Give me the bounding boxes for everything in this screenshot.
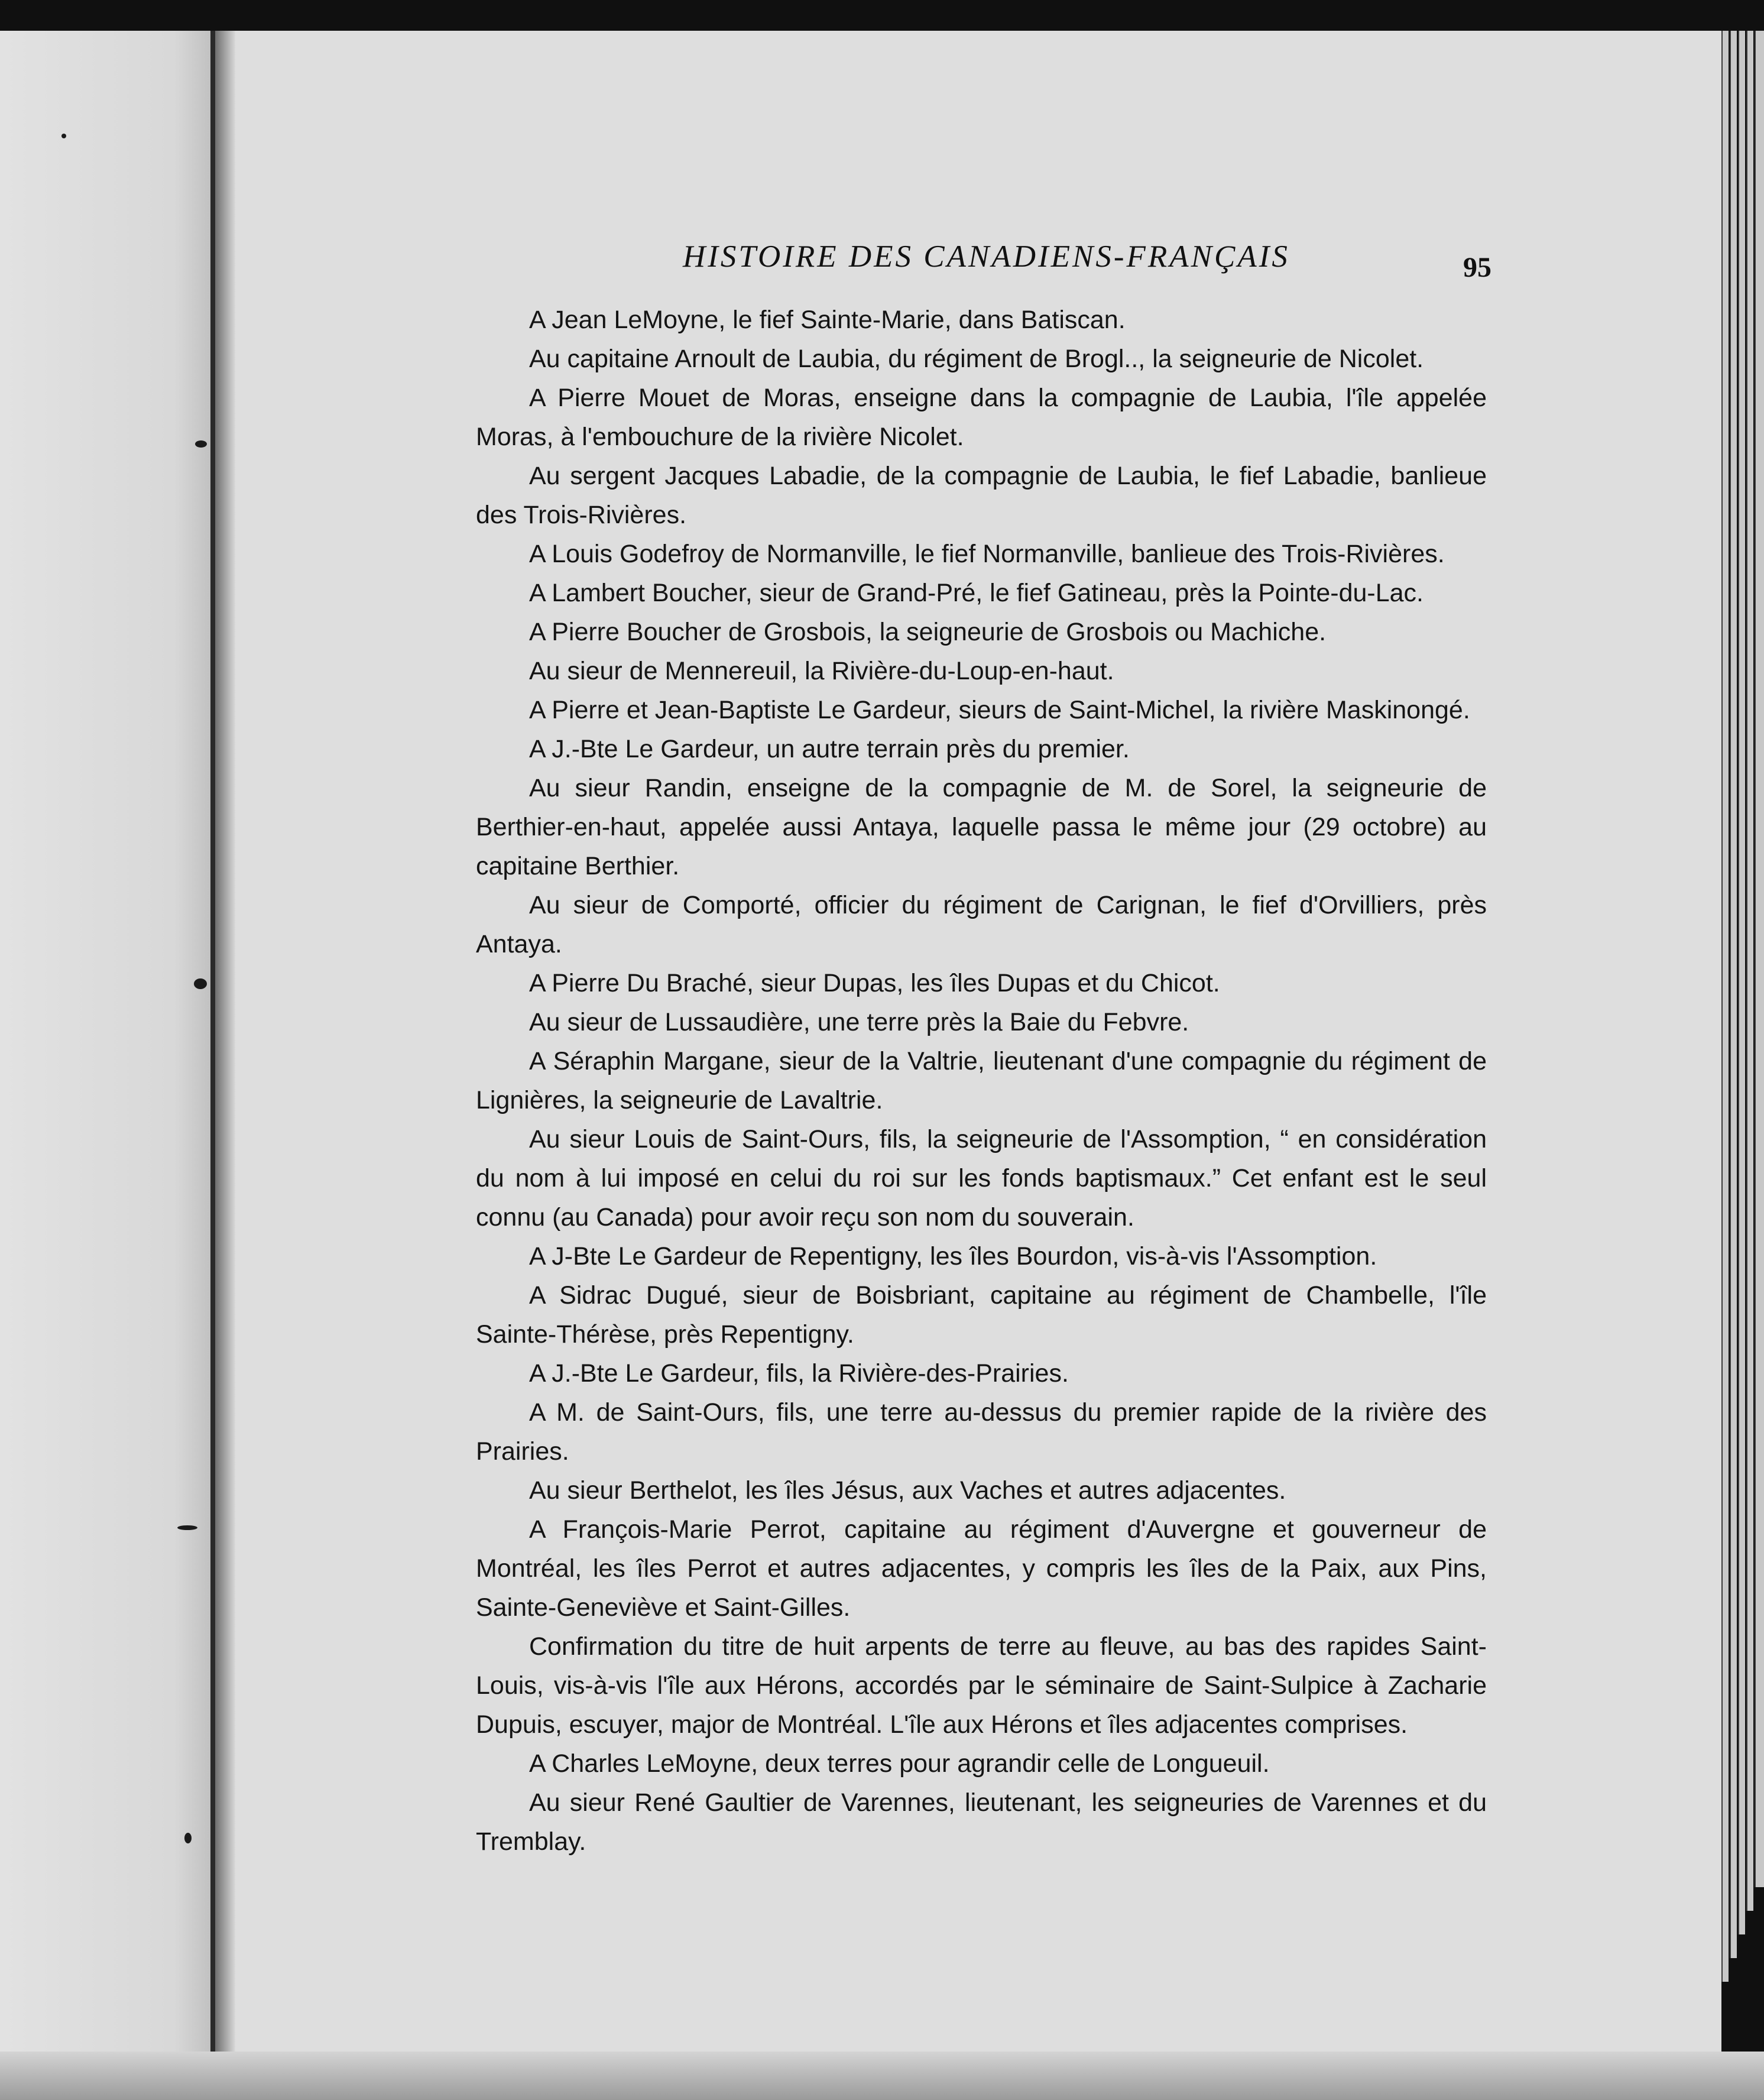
paragraph: Au sieur de Mennereuil, la Rivière-du-Loup-en-haut. (529, 657, 1114, 685)
paragraph: A Louis Godefroy de Normanville, le fief Normanville, banlieue des Trois-Rivières. (529, 540, 1445, 568)
paragraph: A Pierre Mouet de Moras, enseigne dans la compagnie de Laubia, l'île appelée Moras, à l'embouchure de la rivière Nicolet. (476, 384, 1487, 451)
paragraph: A Pierre et Jean-Baptiste Le Gardeur, sieurs de Saint-Michel, la rivière Maskinongé. (529, 696, 1470, 724)
paragraph: A François-Marie Perrot, capitaine au régiment d'Auvergne et gouverneur de Montréal, les îles Perrot et autres adjacentes, y compris les îles de la Paix, aux Pins, Sainte-Geneviève et Saint-Gilles. (476, 1515, 1487, 1622)
paragraph: A Pierre Du Braché, sieur Dupas, les îles Dupas et du Chicot. (529, 969, 1220, 997)
dust-speck (61, 134, 66, 138)
gutter-shadow (215, 31, 235, 2100)
paragraph: A Pierre Boucher de Grosbois, la seigneurie de Grosbois ou Machiche. (529, 618, 1327, 646)
page-edge (1730, 31, 1737, 1958)
binding-mark (195, 440, 207, 448)
paragraph: A Sidrac Dugué, sieur de Boisbriant, capitaine au régiment de Chambelle, l'île Sainte-Thérèse, près Repentigny. (476, 1281, 1487, 1349)
paragraph: Au sieur Louis de Saint-Ours, fils, la seigneurie de l'Assomption, “ en considération du nom à lui imposé en celui du roi sur les fonds baptismaux.” Cet enfant est le seul connu (au Canada) pour avoir reçu son nom du souverain. (476, 1125, 1487, 1232)
page-edge (1746, 31, 1753, 1911)
page-number: 95 (1463, 252, 1491, 283)
page-edge (1755, 31, 1764, 1887)
bottom-page-edge (0, 2052, 1764, 2100)
paragraph: Au capitaine Arnoult de Laubia, du régiment de Brogl.., la seigneurie de Nicolet. (529, 345, 1424, 373)
paragraph: Au sergent Jacques Labadie, de la compagnie de Laubia, le fief Labadie, banlieue des Trois-Rivières. (476, 462, 1487, 529)
paragraph: A Jean LeMoyne, le fief Sainte-Marie, dans Batiscan. (529, 306, 1126, 334)
paragraph: Au sieur de Lussaudière, une terre près la Baie du Febvre. (529, 1008, 1189, 1036)
paragraph: A J-Bte Le Gardeur de Repentigny, les îles Bourdon, vis-à-vis l'Assomption. (529, 1242, 1377, 1271)
paragraph: A Charles LeMoyne, deux terres pour agrandir celle de Longueuil. (529, 1749, 1270, 1778)
paragraph: A J.-Bte Le Gardeur, fils, la Rivière-des-Prairies. (529, 1359, 1069, 1388)
paragraph: A M. de Saint-Ours, fils, une terre au-dessus du premier rapide de la rivière des Prairies. (476, 1398, 1487, 1466)
binding-mark (194, 978, 207, 989)
book-gutter (210, 31, 215, 2100)
facing-page-edge (0, 31, 218, 2100)
body-text (476, 300, 1487, 1861)
running-head: HISTOIRE DES CANADIENS-FRANÇAIS (683, 239, 1290, 274)
paragraph: Au sieur René Gaultier de Varennes, lieutenant, les seigneuries de Varennes et du Tremblay. (476, 1788, 1487, 1856)
paragraph: A Séraphin Margane, sieur de la Valtrie, lieutenant d'une compagnie du régiment de Lignières, la seigneurie de Lavaltrie. (476, 1047, 1487, 1114)
page-edge (1738, 31, 1745, 1934)
binding-mark (184, 1833, 192, 1843)
paragraph: A J.-Bte Le Gardeur, un autre terrain près du premier. (529, 735, 1130, 763)
page-edge (1721, 31, 1729, 1982)
paragraph: Au sieur de Comporté, officier du régiment de Carignan, le fief d'Orvilliers, près Antaya. (476, 891, 1487, 958)
binding-mark (177, 1525, 197, 1530)
paragraph: Confirmation du titre de huit arpents de terre au fleuve, au bas des rapides Saint-Louis, vis-à-vis l'île aux Hérons, accordés par le séminaire de Saint-Sulpice à Zacharie Dupuis, escuyer, major de Montréal. L'île aux Hérons et îles adjacentes comprises. (476, 1632, 1487, 1739)
paragraph: A Lambert Boucher, sieur de Grand-Pré, le fief Gatineau, près la Pointe-du-Lac. (529, 579, 1423, 607)
paragraph: Au sieur Berthelot, les îles Jésus, aux Vaches et autres adjacentes. (529, 1476, 1286, 1505)
paragraph: Au sieur Randin, enseigne de la compagnie de M. de Sorel, la seigneurie de Berthier-en-haut, appelée aussi Antaya, laquelle passa le même jour (29 octobre) au capitaine Berthier. (476, 774, 1487, 880)
